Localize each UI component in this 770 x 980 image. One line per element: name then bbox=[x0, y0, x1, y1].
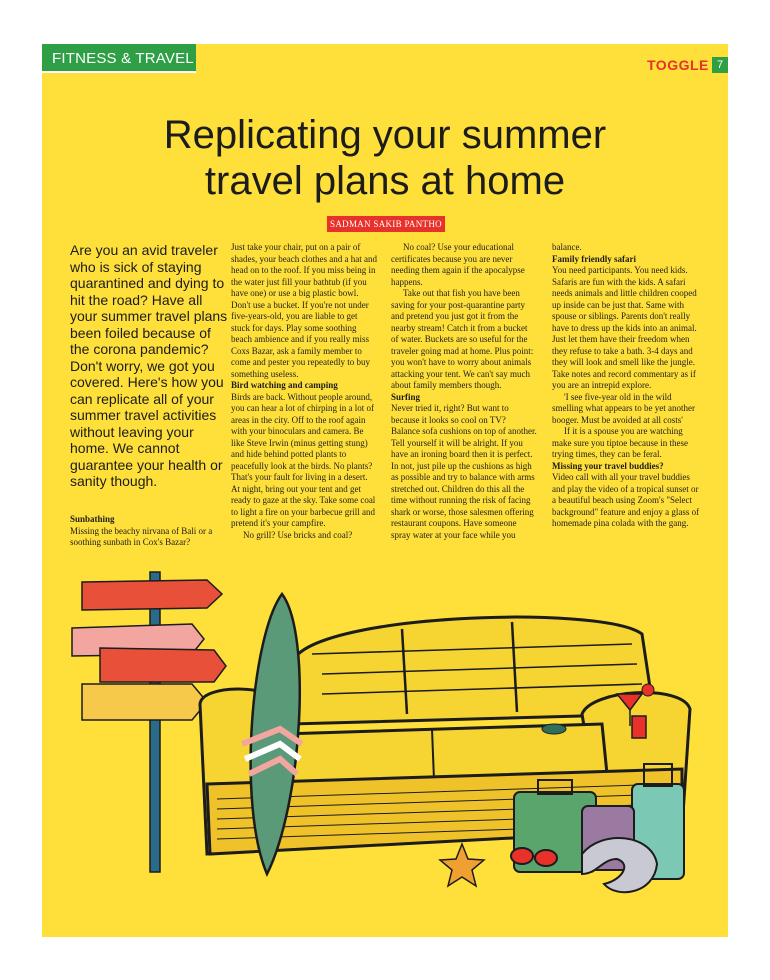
col2-paragraph-3: No grill? Use bricks and coal? bbox=[243, 529, 353, 540]
bird-heading: Bird watching and camping bbox=[231, 380, 338, 390]
brand-logo: TOGGLE bbox=[647, 57, 709, 73]
buddies-heading: Missing your travel buddies? bbox=[552, 460, 664, 471]
bird-text: Birds are back. Without people around, you can hear a lot of chirping in a lot of areas in the city. Off to the roof again with your binoculars and camera. Be like Steve Irwin (minus getting stung) and hide behind potted plants to peacefully look at the birds. No plants? That's your fault for living in a desert. At night, bring out your tent and get ready to gaze at the sky. Take some coal to light a fire on your barbecue grill and pretend it's your campfire. bbox=[231, 391, 376, 528]
safari-text: You need participants. You need kids. Safaris are fun with the kids. A safari needs animals and little children cooped up inside can be just that. Same with spouse or siblings. Parents don't really have to dress up the kids into an animal. Just let them have their freedom when they refuse to take a bath. 3-4 days and they will look and smell like the jungle. Take notes and record commentary as if you are an intrepid explore. bbox=[552, 265, 697, 390]
section-tag bbox=[42, 44, 196, 72]
starfish-icon bbox=[440, 844, 484, 886]
col2-paragraph-1: Just take your chair, put on a pair of shades, your beach clothes and a hat and head on to the roof. If you miss being in the water just fill your bathtub (if you have one) or use a big plastic bowl. Don't use a bucket. If you're not under five-years-old, you are liable to get stuck for days. Play some soothing beach ambience and if you really miss Coxs Bazar, ask a family member to come and pester you repeatedly to buy something useless. bbox=[231, 242, 377, 379]
col4-paragraph-3: If it is a spouse you are watching make sure you tiptoe because in these trying times, they can be feral. bbox=[552, 426, 688, 459]
sunbathing-text: Missing the beachy nirvana of Bali or a soothing sunbath in Cox's Bazar? bbox=[70, 525, 213, 547]
surfing-heading: Surfing bbox=[391, 391, 421, 402]
title-line-2: travel plans at home bbox=[204, 159, 566, 203]
intro-paragraph: Are you an avid traveler who is sick of staying quarantined and dying to hit the road? Have all your summer travel plans been foiled because of the corona pandemic? Don't worry, we got you covered. Here's how you can replicate all of your summer travel activities without leaving your home. We cannot guarantee your health or sanity though. bbox=[70, 242, 228, 489]
column-3 bbox=[391, 242, 537, 541]
section-label: FITNESS & TRAVEL bbox=[52, 50, 194, 67]
col4-paragraph-2: 'I see five-year old in the wild smelling what appears to be yet another booger. Must be avoided at all costs' bbox=[552, 391, 695, 425]
col3-paragraph-2: Take out that fish you have been saving for your post-quarantine party and pretend you just got it from the nearby stream! Catch it from a bucket of water. Buckets are so useful for the traveler going mad at home. Plus point: you won't have to worry about animals attacking your tent. We can't say much about family members though. bbox=[391, 288, 534, 390]
sunbathing-heading: Sunbathing bbox=[70, 514, 115, 524]
col4-paragraph-1: balance. bbox=[552, 242, 582, 252]
col3-paragraph-1: No coal? Use your educational certificates because you are never needing them again if the apocalypse happens. bbox=[391, 242, 525, 287]
page-number: 7 bbox=[712, 57, 728, 73]
column-2 bbox=[231, 242, 377, 541]
surfing-text: Never tried it, right? But want to because it looks so cool on TV? Balance sofa cushions on top of another. Tell yourself it will be alright. If you have an ironing board then it is perfect. In not, just pile up the cushions as high as possible and try to balance with arms stretched out. Children do this all the time without running the risk of facing shark or worse, those salesmen offering restaurant coupons. Have someone spray water at your face while you bbox=[391, 403, 537, 540]
title-line-1: Replicating your summer bbox=[163, 113, 607, 157]
article-title bbox=[42, 112, 728, 204]
magazine-page bbox=[42, 44, 728, 937]
safari-heading: Family friendly safari bbox=[552, 253, 636, 264]
travel-illustration bbox=[42, 544, 728, 937]
column-4 bbox=[552, 242, 702, 530]
buddies-text: Video call with all your travel buddies and play the video of a tropical sunset or a beautiful beach using Zoom's "Select background" feature and enjoy a glass of homemade pina colada with the gang. bbox=[552, 472, 700, 528]
byline: SADMAN SAKIB PANTHO bbox=[327, 216, 445, 232]
section-underline bbox=[42, 71, 196, 73]
